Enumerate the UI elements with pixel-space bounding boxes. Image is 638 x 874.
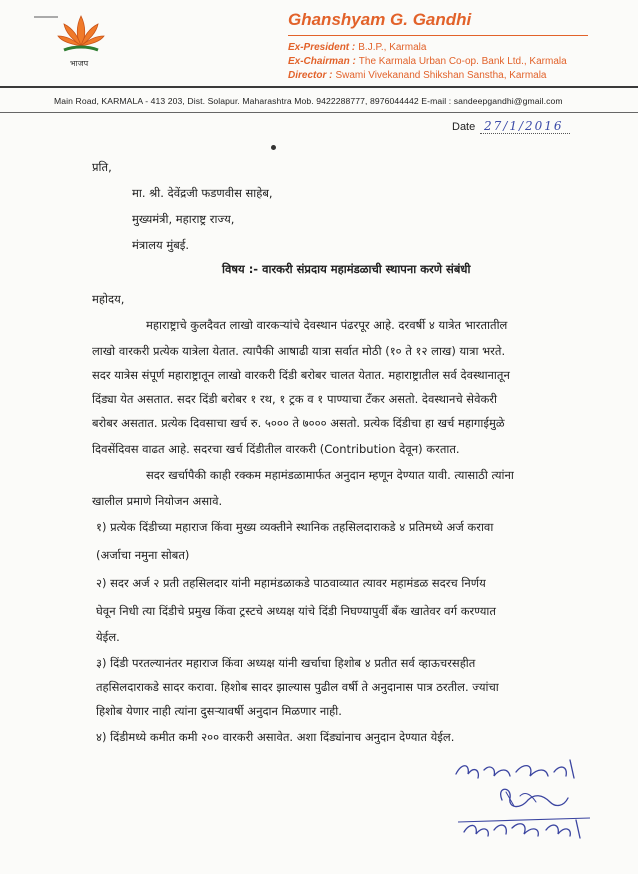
date-underline xyxy=(480,133,570,134)
date-value: 27/1/2016 xyxy=(484,119,564,133)
signature-icon xyxy=(450,752,600,852)
letterhead-line-president xyxy=(288,42,426,54)
body-line: लाखो वारकरी प्रत्येक यात्रेला येतात. त्यापैकी आषाढी यात्रा सर्वात मोठी (१० ते १२ लाख) यात्रा भरते. xyxy=(92,344,506,358)
body-line: १) प्रत्येक दिंडीच्या महाराज किंवा मुख्य व्यक्तीने स्थानिक तहसिलदाराकडे ४ प्रतिमध्ये अर्ज करावा xyxy=(96,520,494,534)
letterhead-rule xyxy=(288,35,588,36)
letterhead-role-text: B.J.P., Karmala xyxy=(358,42,427,53)
date-label: Date xyxy=(452,121,476,133)
letterhead-role-text: The Karmala Urban Co-op. Bank Ltd., Karmala xyxy=(358,56,567,67)
letterhead-role-text: Swami Vivekanand Shikshan Sanstha, Karmala xyxy=(335,70,547,81)
salutation-to: प्रति, xyxy=(92,160,112,174)
body-line: सदर यात्रेस संपूर्ण महाराष्ट्रातून लाखो वारकरी दिंडी बरोबर चालत येतात. महाराष्ट्रातील सर्व देवस्थानातून xyxy=(92,368,510,382)
body-line: तहसिलदाराकडे सादर करावा. हिशोब सादर झाल्यास पुढील वर्षी ते अनुदानास पात्र ठरतील. ज्यांचा xyxy=(96,680,499,694)
recipient-line: मंत्रालय मुंबई. xyxy=(132,238,190,252)
letterhead-role: Ex-President : xyxy=(288,42,356,53)
subject-line: विषय :- वारकरी संप्रदाय महामंडळाची स्थापना करणे संबंधी xyxy=(222,262,471,276)
punch-dot xyxy=(271,145,276,150)
greeting: महोदय, xyxy=(92,292,125,306)
recipient-line: मुख्यमंत्री, महाराष्ट्र राज्य, xyxy=(132,212,235,226)
body-line: येईल. xyxy=(96,630,120,644)
body-line: २) सदर अर्ज २ प्रती तहसिलदार यांनी महामंडळाकडे पाठवाव्यात त्यावर महामंडळ सदरच निर्णय xyxy=(96,576,486,590)
letterhead-line-chairman xyxy=(288,56,567,68)
body-line: खालील प्रमाणे नियोजन असावे. xyxy=(92,494,223,508)
letterhead-address: Main Road, KARMALA - 413 203, Dist. Solapur. Maharashtra Mob. 9422288777, 8976044442 E-mail : sandeepgandhi@gmail.com xyxy=(54,96,563,106)
letterhead-divider-bottom xyxy=(0,112,638,113)
corner-mark xyxy=(34,16,58,18)
body-line: (अर्जाचा नमुना सोबत) xyxy=(96,548,190,562)
logo-caption: भाजप xyxy=(70,59,89,68)
letterhead-role: Director : xyxy=(288,70,333,81)
body-line: दिंड्या येत असतात. सदर दिंडी बरोबर १ रथ, १ ट्रक व १ पाण्याचा टँकर असतो. देवस्थानचे सेवेकरी xyxy=(92,392,497,406)
letterhead-role: Ex-Chairman : xyxy=(288,56,356,67)
body-line: घेवून निधी त्या दिंडीचे प्रमुख किंवा ट्रस्टचे अध्यक्ष यांचे दिंडी निघण्यापुर्वी बँक खातेवर वर्ग करण्यात xyxy=(96,604,496,618)
body-line: सदर खर्चापैकी काही रक्कम महामंडळामार्फत अनुदान म्हणून देण्यात यावी. त्यासाठी त्यांना xyxy=(146,468,514,482)
recipient-line: मा. श्री. देवेंद्रजी फडणवीस साहेब, xyxy=(132,186,273,200)
body-line: बरोबर असतात. प्रत्येक दिवसाचा खर्च रु. ५००० ते ७००० असतो. प्रत्येक दिंडीचा हा खर्च महागाईमुळे xyxy=(92,416,505,430)
body-line: हिशोब येणार नाही त्यांना दुसऱ्यावर्षी अनुदान मिळणार नाही. xyxy=(96,704,342,718)
letterhead-divider xyxy=(0,86,638,88)
body-line: दिवसेंदिवस वाढत आहे. सदरचा खर्च दिंडीतील वारकरी (Contribution देवून) करतात. xyxy=(92,442,460,456)
body-line: महाराष्ट्राचे कुलदैवत लाखो वारकऱ्यांचे देवस्थान पंढरपूर आहे. दरवर्षी ४ यात्रेत भारतातील xyxy=(146,318,508,332)
letterhead-line-director xyxy=(288,70,547,82)
letterhead-name: Ghanshyam G. Gandhi xyxy=(288,10,472,29)
body-line: ३) दिंडी परतल्यानंतर महाराज किंवा अध्यक्ष यांनी खर्चाचा हिशोब ४ प्रतीत सर्व व्हाऊचरसहीत xyxy=(96,656,476,670)
body-line: ४) दिंडीमध्ये कमीत कमी २०० वारकरी असावेत. अशा दिंड्यांनाच अनुदान देण्यात येईल. xyxy=(96,730,455,744)
